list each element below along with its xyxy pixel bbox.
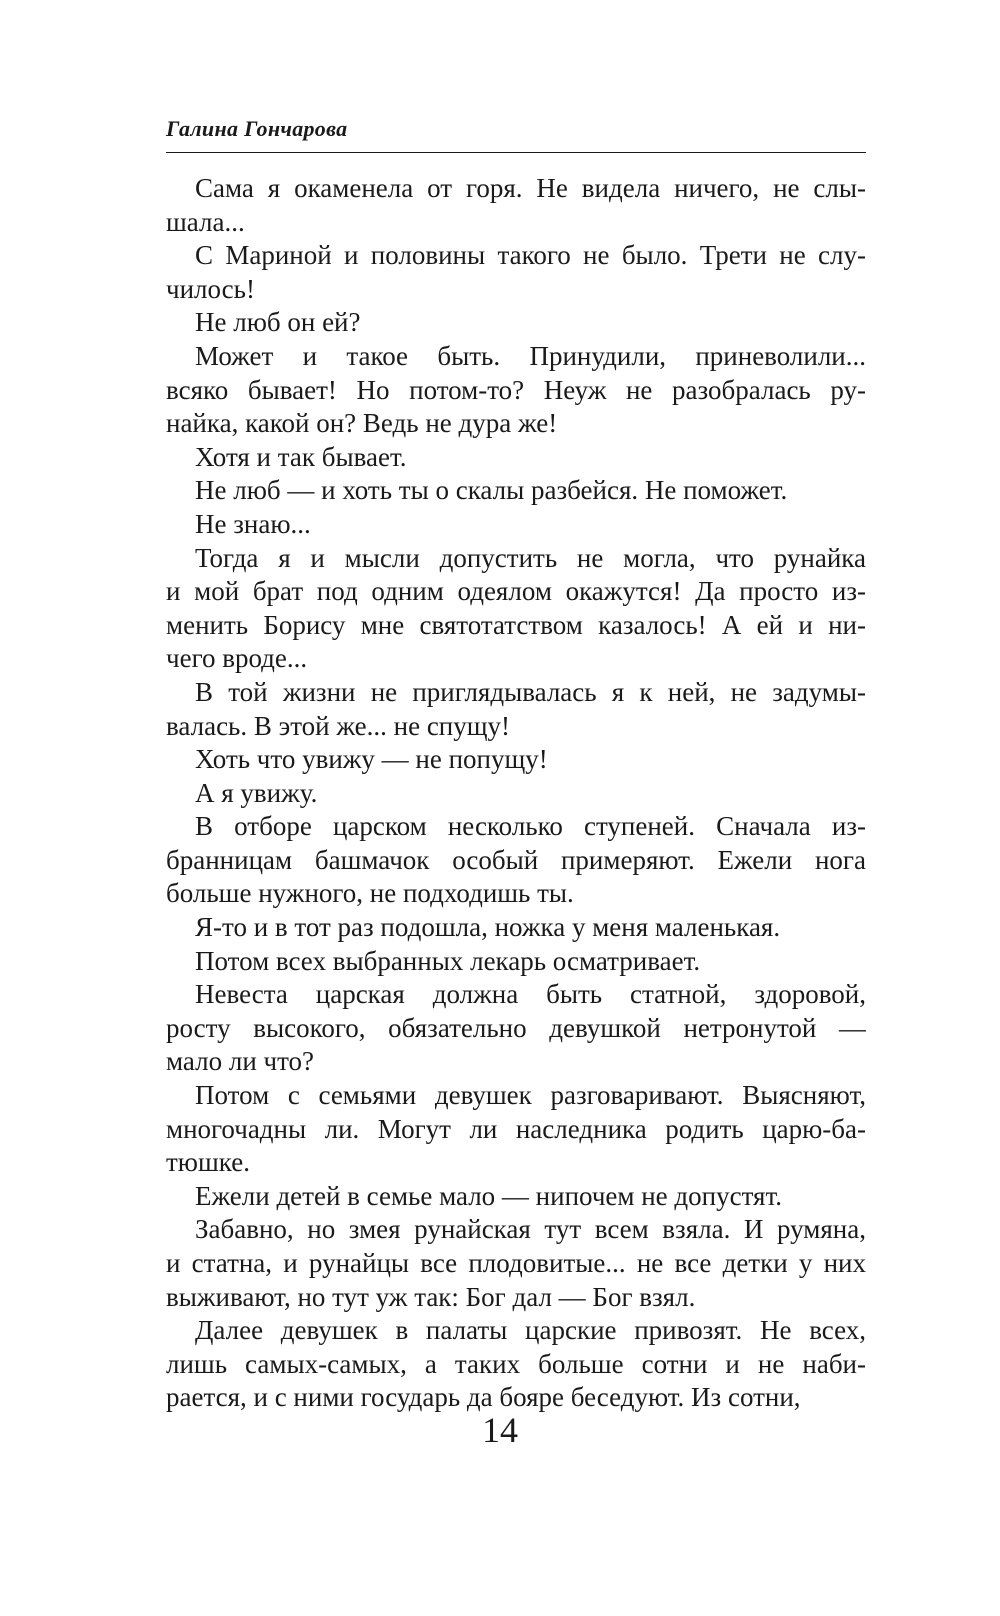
text-line: В отборе царском несколько ступеней. Сначала из- bbox=[195, 811, 866, 842]
paragraph bbox=[166, 306, 866, 340]
text-line: Тогда я и мысли допустить не могла, что рунайка bbox=[195, 542, 866, 573]
header-rule bbox=[166, 152, 866, 153]
text-line: Сама я окаменела от горя. Не видела ничего, не слы- bbox=[195, 173, 866, 203]
paragraph bbox=[166, 911, 866, 945]
text-line: Невеста царская должна быть статной, здоровой, bbox=[195, 979, 866, 1010]
text-line: бранницам башмачок особый примеряют. Ежели нога bbox=[166, 844, 866, 875]
paragraph bbox=[166, 1314, 866, 1415]
text-line: Потом с семьями девушек разговаривают. Выясняют, bbox=[195, 1080, 866, 1111]
text-line: больше нужного, не подходишь ты. bbox=[166, 878, 574, 909]
text-line: Хотя и так бывает. bbox=[195, 441, 407, 472]
paragraph bbox=[166, 1180, 866, 1214]
text-line: Далее девушек в палаты царские привозят. Не всех, bbox=[195, 1315, 866, 1346]
text-line: чилось! bbox=[166, 273, 255, 304]
text-line: тюшке. bbox=[166, 1147, 250, 1178]
text-line: Не знаю... bbox=[195, 508, 311, 539]
text-line: В той жизни не приглядывалась я к ней, не задумы- bbox=[195, 676, 866, 707]
paragraph bbox=[166, 542, 866, 676]
paragraph bbox=[166, 441, 866, 475]
text-line: менить Борису мне святотатством казалось! А ей и ни- bbox=[166, 609, 866, 640]
text-line: С Мариной и половины такого не было. Трети не слу- bbox=[195, 240, 866, 271]
paragraph bbox=[166, 239, 866, 306]
paragraph bbox=[166, 1079, 866, 1180]
paragraph bbox=[166, 743, 866, 777]
paragraph bbox=[166, 945, 866, 979]
text-line: Хоть что увижу — не попущу! bbox=[195, 744, 548, 775]
text-line: росту высокого, обязательно девушкой нетронутой — bbox=[166, 1012, 866, 1043]
text-line: всяко бывает! Но потом-то? Неуж не разобралась ру- bbox=[166, 374, 866, 405]
page-number: 14 bbox=[482, 1410, 518, 1450]
paragraph bbox=[166, 1213, 866, 1314]
paragraph bbox=[166, 676, 866, 743]
text-line: Потом всех выбранных лекарь осматривает. bbox=[195, 945, 701, 976]
paragraph bbox=[166, 508, 866, 542]
text-line: мало ли что? bbox=[166, 1046, 315, 1077]
running-head-author: Галина Гончарова bbox=[166, 116, 348, 141]
text-line: найка, какой он? Ведь не дура же! bbox=[166, 408, 558, 439]
text-line: многочадны ли. Могут ли наследника родить царю-ба- bbox=[166, 1113, 866, 1144]
text-line: чего вроде... bbox=[166, 643, 308, 674]
text-line: Я-то и в тот раз подошла, ножка у меня маленькая. bbox=[195, 912, 781, 943]
text-line: Ежели детей в семье мало — нипочем не допустят. bbox=[195, 1180, 782, 1211]
paragraph bbox=[166, 172, 866, 239]
paragraph bbox=[166, 340, 866, 441]
paragraph bbox=[166, 777, 866, 811]
body-text bbox=[166, 172, 866, 1415]
text-line: лишь самых-самых, а таких больше сотни и не наби- bbox=[166, 1348, 866, 1379]
text-line: валась. В этой же... не спущу! bbox=[166, 710, 511, 741]
text-line: Не люб — и хоть ты о скалы разбейся. Не поможет. bbox=[195, 475, 788, 506]
paragraph bbox=[166, 474, 866, 508]
paragraph bbox=[166, 810, 866, 911]
text-line: А я увижу. bbox=[195, 777, 318, 808]
text-line: рается, и с ними государь да бояре беседуют. Из сотни, bbox=[166, 1382, 801, 1413]
text-line: и статна, и рунайцы все плодовитые... не все детки у них bbox=[166, 1248, 866, 1278]
paragraph bbox=[166, 978, 866, 1079]
text-line: и мой брат под одним одеялом окажутся! Да просто из- bbox=[166, 576, 866, 607]
text-line: Может и такое быть. Принудили, приневолили... bbox=[195, 340, 866, 371]
text-line: выживают, но тут уж так: Бог дал — Бог взял. bbox=[166, 1281, 696, 1312]
text-line: шала... bbox=[166, 206, 245, 237]
text-line: Забавно, но змея рунайская тут всем взяла. И румяна, bbox=[195, 1214, 866, 1245]
text-line: Не люб он ей? bbox=[195, 307, 361, 338]
